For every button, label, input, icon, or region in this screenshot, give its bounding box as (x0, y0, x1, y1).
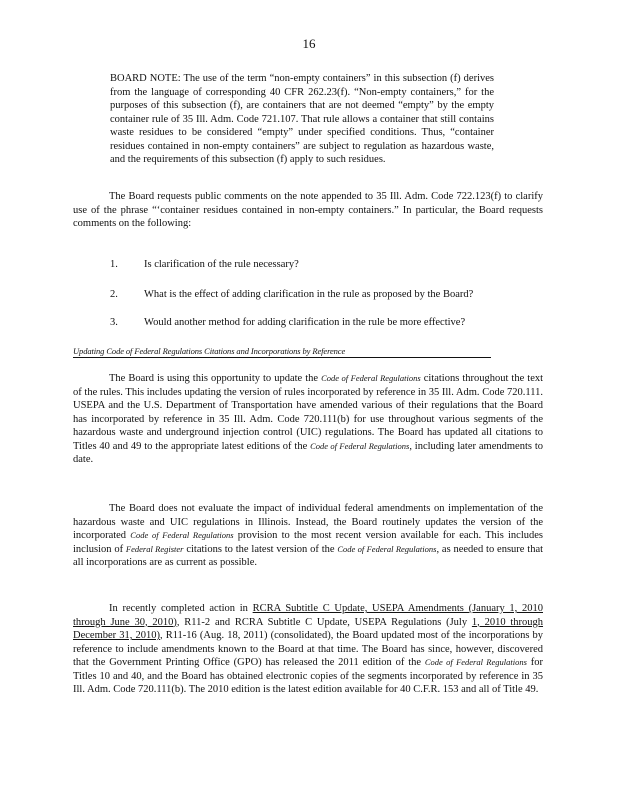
comment-request-paragraph: The Board requests public comments on the note appended to 35 Ill. Adm. Code 722.123(f) to clarify use of the phrase “‘container residues contained in non-empty containers.” In particular, the Board requests comments on the following: (73, 191, 543, 229)
paragraph-text: The Board is using this opportunity to update the (109, 373, 319, 384)
paragraph-text: for Titles 10 and 40, and the Board has obtained electronic copies of the segments incorporated by reference in 35 Ill. Adm. Code 720.111(b). The 2010 edition is the latest edition available for 40 C.F.R. 153 and all of Title 49. (73, 657, 543, 695)
heading-text: Updating (73, 346, 105, 356)
docket-reference: 1, 2010 through December 31, 2010) (73, 616, 544, 641)
paragraph-text: In recently completed action in (109, 603, 248, 614)
paragraph-text: , R11-16 (Aug. 18, 2011) (consolidated), the Board updated most of the incorporations by reference to include amendments known to the Board at that time. The Board has since, however, discovered that the Government Printing Office (GPO) has released the 2011 edition of the (73, 630, 544, 668)
question-number: 1. (110, 259, 118, 270)
question-item (110, 317, 465, 328)
board-note: BOARD NOTE: The use of the term “non-empty containers” in this subsection (f) derives from the language of corresponding 40 CFR 262.23(f). “Non-empty containers,” for the purposes of this subsection (f), are containers that are not deemed “empty” by the empty container rule of 35 Ill. Adm. Code 721.107. That rule allows a container that still contains waste residues to be considered “empty” under specified conditions. Thus, “container residues contained in non-empty containers” are subject to regulation as hazardous waste, and the requirements of this subsection (f) apply to such residues. (110, 73, 494, 165)
federal-register-title: Federal Register (125, 543, 184, 554)
paragraph-text: , including later amendments to date. (73, 440, 543, 465)
question-item (110, 289, 473, 300)
question-text: Would another method for adding clarification in the rule be more effective? (144, 317, 466, 328)
paragraph-text: citations throughout the text of the rules. This includes updating the version of rules incorporated by reference in 35 Ill. Adm. Code 720.111. USEPA and the U.S. Department of Transportation have amended various of their regulations that the Board has incorporated by reference in 35 Ill. Adm. Code 720.111(b) for use throughout various segments of the hazardous waste and underground injection control (UIC) regulations. The Board has updated all citations to Titles 40 and 49 to the appropriate latest editions of the (73, 373, 544, 452)
question-text: Is clarification of the rule necessary? (144, 259, 299, 270)
cfr-title: Code of Federal Regulations (424, 657, 527, 667)
paragraph-text: , as needed to ensure that all incorporations are as current as possible. (73, 543, 544, 568)
question-number: 2. (110, 289, 118, 300)
recent-action-paragraph (73, 602, 543, 697)
docket-reference: RCRA Subtitle C Update, USEPA Amendments (January 1, 2010 through June 30, 2010) (73, 603, 543, 628)
paragraph-text: , R11-2 and RCRA Subtitle C Update, USEPA Regulations (July (176, 616, 468, 628)
question-number: 3. (110, 317, 118, 328)
paragraph-text: The Board does not evaluate the impact of individual federal amendments on implementation of the hazardous waste and UIC regulations in Illinois. Instead, the Board routinely updates the version of the incorporated (73, 503, 543, 541)
section-heading (73, 346, 491, 358)
question-item (110, 259, 299, 270)
cfr-title: Code of Federal Regulations (310, 440, 410, 451)
update-citations-paragraph (73, 372, 543, 467)
cfr-title: Code of Federal Regulations (321, 373, 421, 383)
paragraph-text: citations to the latest version of the (186, 543, 335, 555)
heading-cfr-title: Code of Federal Regulations (106, 346, 203, 356)
paragraph-text: provision to the most recent version available for each. This includes inclusion of (73, 530, 543, 555)
question-text: What is the effect of adding clarification in the rule as proposed by the Board? (144, 289, 474, 300)
heading-text: Citations and Incorporations by Reference (204, 346, 346, 356)
cfr-title: Code of Federal Regulations (337, 543, 437, 554)
cfr-title: Code of Federal Regulations (130, 530, 234, 540)
evaluation-paragraph (73, 502, 543, 570)
page-number: 16 (302, 36, 316, 51)
